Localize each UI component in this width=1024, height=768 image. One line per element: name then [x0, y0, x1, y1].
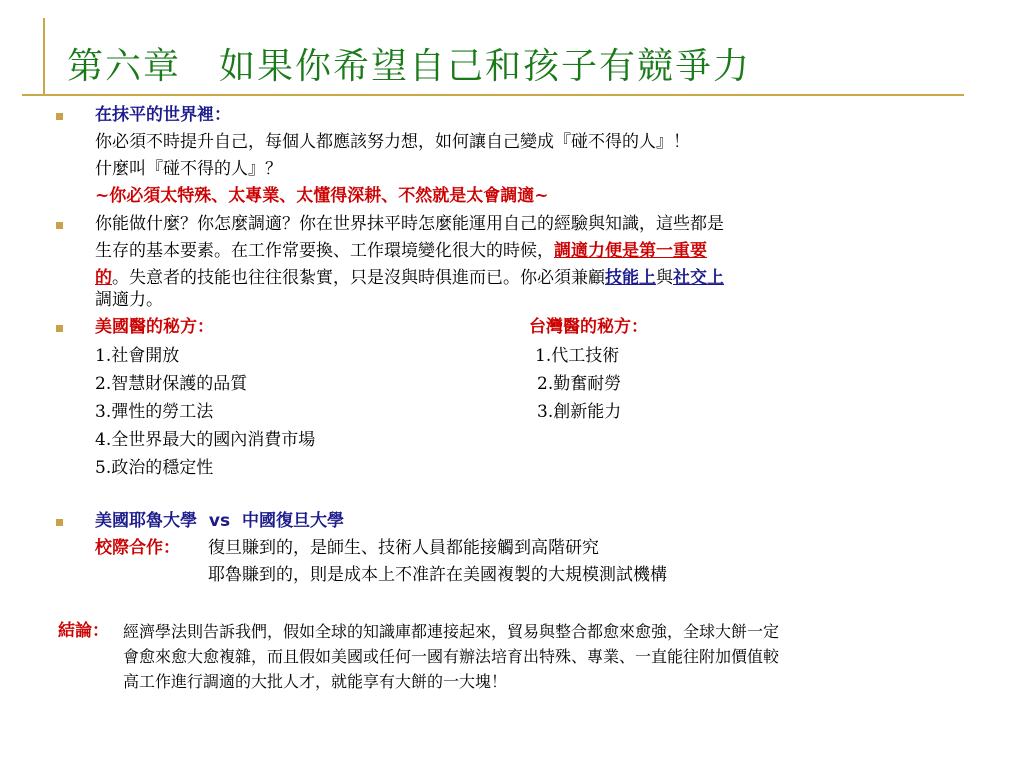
vs-label: vs	[208, 511, 231, 531]
s4-line2: 耶魯賺到的，則是成本上不准許在美國複製的大規模測試機構	[208, 565, 667, 585]
us-item: 1.社會開放	[95, 346, 180, 366]
title-horizontal-rule	[22, 94, 964, 96]
bullet-2	[56, 222, 63, 229]
s2-line4: 調適力。	[95, 290, 163, 310]
s1-line2: 什麼叫『碰不得的人』？	[95, 159, 282, 179]
us-item: 5.政治的穩定性	[95, 458, 214, 478]
s4-line1: 復旦賺到的，是師生、技術人員都能接觸到高階研究	[208, 538, 599, 558]
s2-and: 與	[656, 268, 673, 288]
us-item: 3.彈性的勞工法	[95, 402, 214, 422]
slide-title: 第六章 如果你希望自己和孩子有競爭力	[67, 46, 752, 87]
bullet-1	[56, 113, 63, 120]
s2-line2-text: 生存的基本要素。在工作常要換、工作環境變化很大的時候，	[95, 241, 554, 261]
tw-heading: 台灣醫的秘方：	[529, 317, 648, 337]
s2-line1: 你能做什麼？你怎麼調適？你在世界抹平時怎麼能運用自己的經驗與知識，這些都是	[95, 214, 724, 234]
us-item: 4.全世界最大的國內消費市場	[95, 430, 316, 450]
s1-line1: 你必須不時提升自己，每個人都應該努力想，如何讓自己變成『碰不得的人』！	[95, 132, 690, 152]
fudan-label: 中國復旦大學	[242, 511, 345, 531]
s2-social-term: 社交上	[673, 268, 724, 288]
title-vertical-rule	[43, 18, 45, 96]
s2-line2	[95, 240, 707, 262]
s1-heading: 在抹平的世界裡：	[95, 105, 231, 125]
s2-line3	[95, 267, 724, 289]
tw-item: 2.勤奮耐勞	[537, 374, 622, 394]
s2-key-phrase-end: 的	[95, 268, 112, 288]
s1-highlight: ~你必須太特殊、太專業、太懂得深耕、不然就是太會調適~	[95, 186, 549, 206]
s2-key-phrase: 調適力便是第一重要	[554, 241, 707, 261]
conclusion-line3: 高工作進行調適的大批人才，就能享有大餅的一大塊！	[123, 672, 508, 691]
yale-label: 美國耶魯大學	[95, 511, 197, 531]
cooperation-label: 校際合作：	[95, 538, 180, 558]
s2-skills-term: 技能上	[605, 268, 656, 288]
conclusion-line2: 會愈來愈大愈複雜，而且假如美國或任何一國有辦法培育出特殊、專業、一直能往附加價值較	[123, 647, 780, 666]
tw-item: 1.代工技術	[535, 346, 620, 366]
us-item: 2.智慧財保護的品質	[95, 374, 248, 394]
conclusion-label: 結論：	[58, 621, 109, 641]
bullet-3	[56, 325, 63, 332]
s2-line3-text: 。失意者的技能也往往很紮實，只是沒與時俱進而已。你必須兼顧	[112, 268, 605, 288]
conclusion-line1: 經濟學法則告訴我們，假如全球的知識庫都連接起來，貿易與整合都愈來愈強，全球大餅一定	[123, 622, 780, 641]
us-heading: 美國醫的秘方：	[95, 317, 214, 337]
s4-heading	[95, 510, 344, 532]
tw-item: 3.創新能力	[537, 402, 622, 422]
bullet-4	[56, 519, 63, 526]
